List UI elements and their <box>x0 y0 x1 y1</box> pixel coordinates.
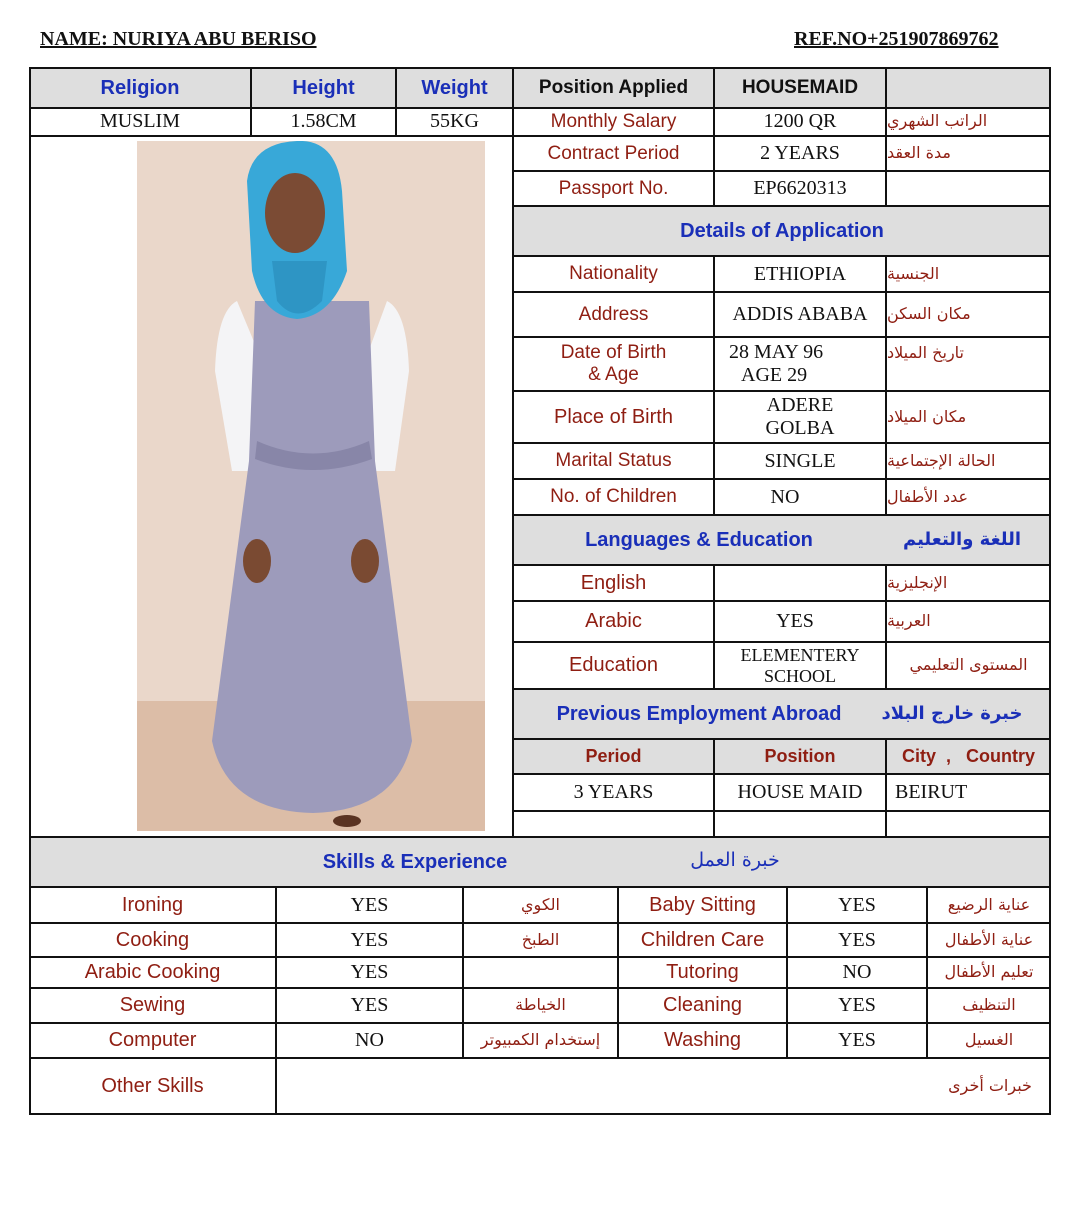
contract-arabic-label: مدة العقد <box>887 143 951 163</box>
salary-label: Monthly Salary <box>550 110 677 132</box>
skill-arabic-label: الكوي <box>521 894 560 914</box>
employment-position-header: Position <box>764 746 836 767</box>
marital-value: SINGLE <box>764 449 836 472</box>
height-label: Height <box>292 76 355 99</box>
skill-arabic-label: عناية الرضيع <box>947 894 1031 914</box>
salary-value: 1200 QR <box>763 110 837 132</box>
languages-section-title-arabic: اللغة والتعليم <box>902 528 1022 550</box>
dob-value <box>715 338 885 390</box>
skill-label: Ironing <box>121 893 184 916</box>
skill-value: YES <box>350 893 389 916</box>
address-label: Address <box>578 303 649 325</box>
marital-arabic-label: الحالة الإجتماعية <box>887 450 996 470</box>
education-value <box>715 643 885 688</box>
pob-line1: ADERE <box>766 394 834 416</box>
salary-arabic-label: الراتب الشهري <box>887 111 988 131</box>
english-value <box>715 566 885 600</box>
grid-line <box>30 135 513 137</box>
skill-value: YES <box>838 928 876 951</box>
skill-arabic-label: الطبخ <box>521 929 560 949</box>
arabic-value: YES <box>776 610 814 632</box>
grid-line <box>512 810 1050 812</box>
skill-label: Tutoring <box>666 961 739 983</box>
nationality-arabic-label: الجنسية <box>887 263 940 283</box>
skill-label: Children Care <box>640 928 765 951</box>
skills-section-title-arabic: خبرة العمل <box>690 849 780 872</box>
children-label: No. of Children <box>550 486 677 508</box>
position-applied-label: Position Applied <box>538 77 689 99</box>
children-arabic-label: عدد الأطفال <box>887 486 969 506</box>
skill-label: Washing <box>663 1029 742 1051</box>
dob-arabic-label: تاريخ الميلاد <box>887 342 964 362</box>
pob-line2: GOLBA <box>765 417 835 439</box>
skill-value: YES <box>838 1029 876 1051</box>
dob-age: AGE 29 <box>741 364 808 386</box>
address-arabic-label: مكان السكن <box>887 304 971 324</box>
employment-position-value: HOUSE MAID <box>737 781 863 803</box>
children-value: NO <box>770 485 800 508</box>
other-skills-arabic-label: خبرات أخرى <box>948 1076 1032 1096</box>
skill-arabic-label <box>464 958 617 987</box>
skill-value: YES <box>350 961 389 983</box>
employment-city-value: BEIRUT <box>895 781 968 803</box>
dob-date: 28 MAY 96 <box>729 341 824 363</box>
skill-value: YES <box>350 928 389 951</box>
education-line2: SCHOOL <box>763 665 836 686</box>
address-value: ADDIS ABABA <box>732 303 868 325</box>
english-arabic-label: الإنجليزية <box>887 572 948 592</box>
candidate-name: NAME: NURIYA ABU BERISO <box>40 28 317 50</box>
employment-city-header: City , Country <box>901 746 1035 767</box>
languages-section-title: Languages & Education <box>585 528 813 551</box>
weight-label: Weight <box>421 76 488 99</box>
skill-label: Cleaning <box>663 994 742 1016</box>
passport-label: Passport No. <box>558 177 669 199</box>
english-label: English <box>580 571 647 594</box>
employment-section-title-arabic: خبرة خارج البلاد <box>881 702 1023 724</box>
skill-value: NO <box>842 961 872 983</box>
weight-value: 55KG <box>430 110 479 132</box>
height-value: 1.58CM <box>290 110 357 132</box>
skill-arabic-label: الغسيل <box>964 1030 1014 1050</box>
skills-section-title: Skills & Experience <box>322 850 508 873</box>
details-section-title: Details of Application <box>680 219 884 242</box>
employment-period-value: 3 YEARS <box>573 781 654 803</box>
education-label: Education <box>569 654 658 676</box>
contract-value: 2 YEARS <box>760 142 840 164</box>
skill-arabic-label: الخياطة <box>515 995 566 1015</box>
skill-label: Sewing <box>119 994 186 1016</box>
skill-value: YES <box>350 994 389 1016</box>
other-skills-label: Other Skills <box>101 1075 204 1097</box>
education-line1: ELEMENTERY <box>740 644 860 665</box>
skill-value: NO <box>355 1029 384 1051</box>
employment-section-title: Previous Employment Abroad <box>556 702 842 725</box>
passport-value: EP6620313 <box>753 177 847 199</box>
pob-label: Place of Birth <box>554 405 673 428</box>
position-applied-value: HOUSEMAID <box>741 77 859 99</box>
reference-number: REF.NO+251907869762 <box>794 28 999 50</box>
skill-value: YES <box>838 994 876 1016</box>
skill-label: Cooking <box>115 928 190 951</box>
contract-label: Contract Period <box>547 142 680 164</box>
dob-label-line2: & Age <box>588 364 639 385</box>
skill-label: Baby Sitting <box>649 893 756 916</box>
education-arabic-label: المستوى التعليمي <box>909 655 1028 675</box>
marital-label: Marital Status <box>555 450 672 472</box>
pob-value <box>715 392 885 442</box>
dob-label-line1: Date of Birth <box>560 342 667 364</box>
skill-label: Arabic Cooking <box>84 961 221 983</box>
grid-line <box>30 836 1050 838</box>
skill-arabic-label: التنظيف <box>962 995 1016 1015</box>
religion-label: Religion <box>100 76 180 99</box>
arabic-arabic-label: العربية <box>887 611 931 631</box>
skill-arabic-label: تعليم الأطفال <box>944 962 1034 982</box>
nationality-label: Nationality <box>569 263 658 285</box>
skill-value: YES <box>838 893 876 916</box>
religion-value: MUSLIM <box>99 110 180 132</box>
skill-label: Computer <box>108 1029 197 1051</box>
pob-arabic-label: مكان الميلاد <box>887 406 967 426</box>
nationality-value: ETHIOPIA <box>753 262 847 285</box>
arabic-label: Arabic <box>585 610 642 632</box>
skill-arabic-label: عناية الأطفال <box>944 929 1034 949</box>
employment-period-header: Period <box>585 746 642 767</box>
skill-arabic-label: إستخدام الكمبيوتر <box>480 1030 601 1050</box>
dob-label <box>514 338 713 390</box>
